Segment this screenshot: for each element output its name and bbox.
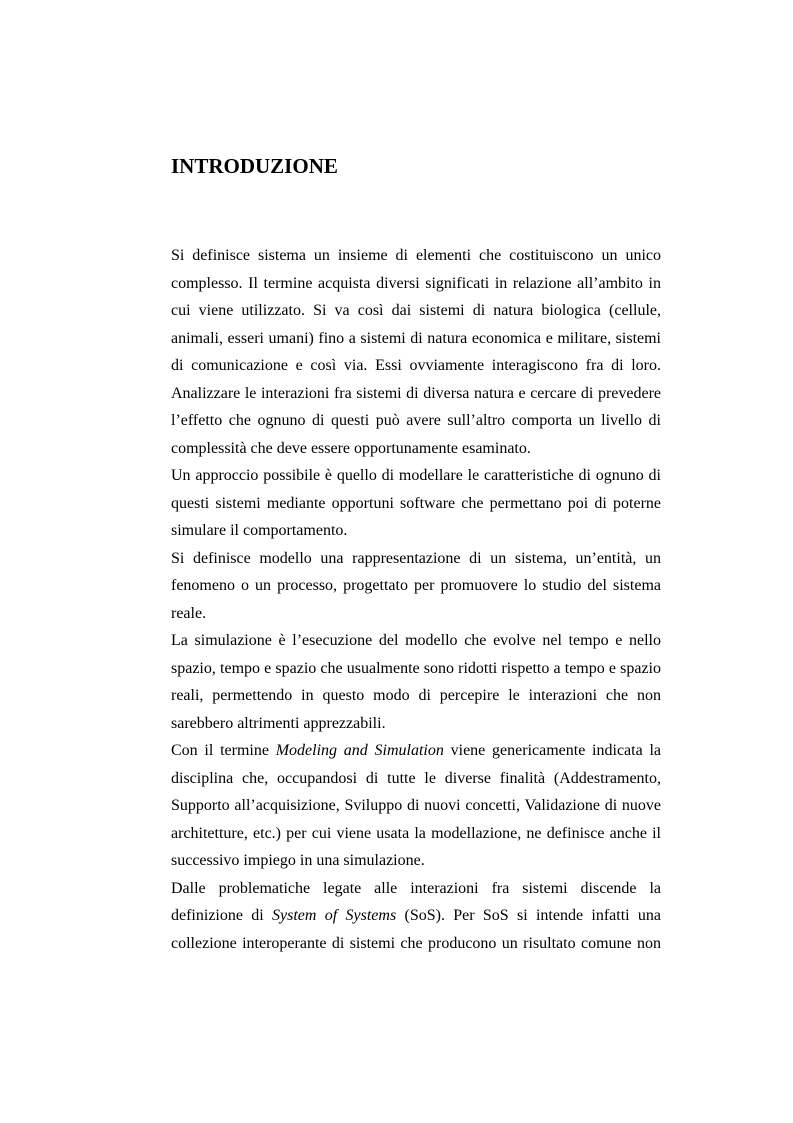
- text-line: complesso. Il termine acquista diversi significati in relazione all’ambito in: [171, 274, 661, 292]
- paragraph: [171, 462, 661, 545]
- body-text: [171, 242, 661, 957]
- text-line: [171, 737, 661, 765]
- italic-term: System of Systems: [272, 907, 397, 924]
- text-line: animali, esseri umani) fino a sistemi di natura economica e militare, sistemi: [171, 329, 661, 347]
- text-line: [171, 902, 661, 930]
- text-line: La simulazione è l’esecuzione del modello che evolve nel tempo e nello: [171, 632, 661, 649]
- text-line: successivo impiego in una simulazione.: [171, 852, 425, 869]
- text-line: simulare il comportamento.: [171, 522, 348, 539]
- text-line: Analizzare le interazioni fra sistemi di diversa natura e cercare di prevedere: [171, 384, 661, 402]
- paragraph: [171, 627, 661, 737]
- text-line: cui viene utilizzato. Si va così dai sistemi di natura biologica (cellule,: [171, 302, 661, 319]
- text-run: (SoS). Per SoS si intende infatti una: [396, 907, 662, 924]
- italic-term: Modeling and Simulation: [275, 742, 444, 759]
- text-line: l’effetto che ognuno di questi può avere sull’altro comporta un livello di: [171, 412, 661, 429]
- paragraph: [171, 875, 661, 958]
- text-line: Supporto all’acquisizione, Sviluppo di nuovi concetti, Validazione di nuove: [171, 797, 661, 814]
- text-line: disciplina che, occupandosi di tutte le diverse finalità (Addestramento,: [171, 769, 661, 787]
- paragraph: [171, 242, 661, 462]
- page-title: INTRODUZIONE: [171, 154, 338, 178]
- text-run: definizione di: [171, 907, 273, 924]
- text-run: viene genericamente indicata la: [443, 742, 662, 759]
- text-line: Un approccio possibile è quello di modellare le caratteristiche di ognuno di: [171, 467, 661, 484]
- paragraph: [171, 545, 661, 628]
- text-line: collezione interoperante di sistemi che producono un risultato comune non: [171, 934, 661, 952]
- text-line: reale.: [171, 604, 207, 622]
- text-line: questi sistemi mediante opportuni software che permettano poi di poterne: [171, 494, 661, 512]
- text-line: complessità che deve essere opportunamente esaminato.: [171, 439, 531, 457]
- text-line: Si definisce sistema un insieme di elementi che costituiscono un unico: [171, 247, 661, 264]
- text-line: architetture, etc.) per cui viene usata la modellazione, ne definisce anche il: [171, 824, 661, 842]
- text-line: fenomeno o un processo, progettato per promuovere lo studio del sistema: [171, 577, 661, 594]
- text-line: di comunicazione e così via. Essi ovviamente interagiscono fra di loro.: [171, 357, 661, 374]
- text-line: Si definisce modello una rappresentazione di un sistema, un’entità, un: [171, 549, 661, 567]
- text-line: spazio, tempo e spazio che usualmente sono ridotti rispetto a tempo e spazio: [171, 659, 661, 677]
- text-line: sarebbero altrimenti apprezzabili.: [171, 714, 386, 732]
- text-line: reali, permettendo in questo modo di percepire le interazioni che non: [171, 687, 661, 704]
- text-run: Con il termine: [171, 742, 276, 759]
- text-line: Dalle problematiche legate alle interazioni fra sistemi discende la: [171, 879, 661, 897]
- paragraph: [171, 737, 661, 875]
